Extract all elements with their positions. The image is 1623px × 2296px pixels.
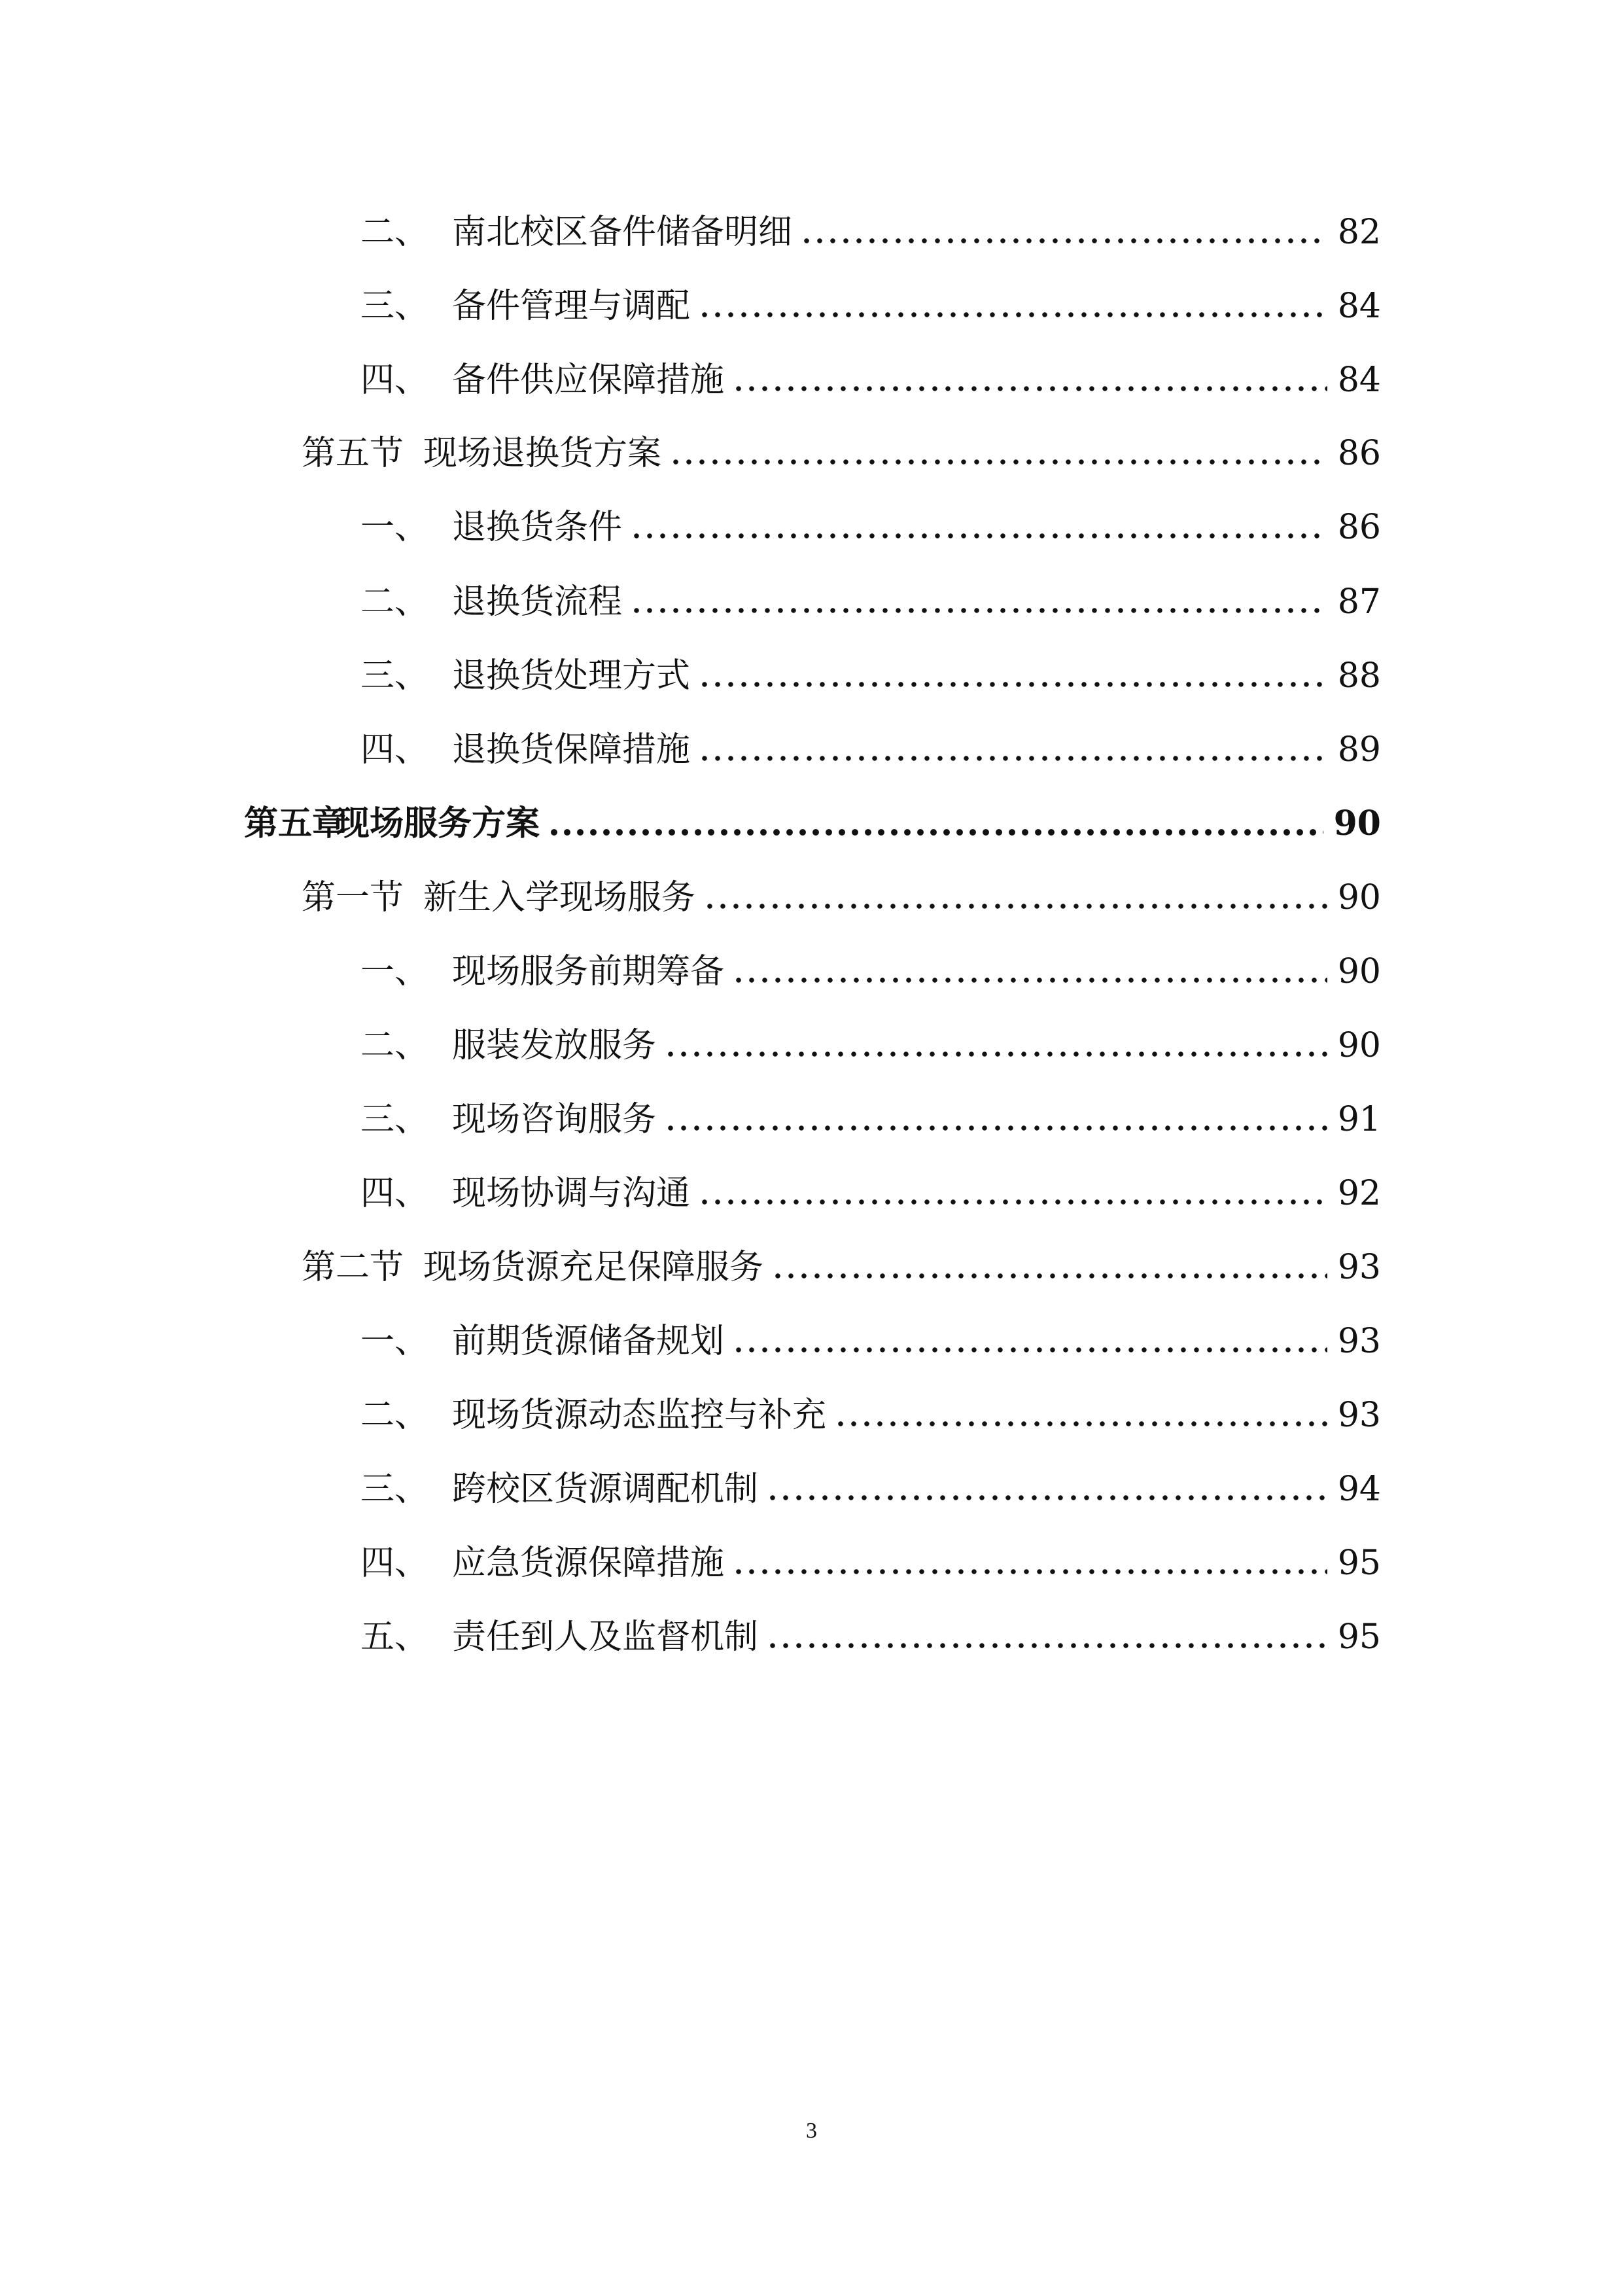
toc-entry-number: 第五节: [302, 434, 404, 473]
toc-entry-title: 退换货保障措施: [452, 730, 691, 769]
toc-entry-title: 退换货条件: [452, 508, 623, 547]
toc-entry-page: 91: [1337, 1100, 1381, 1139]
toc-entry-title: 退换货流程: [452, 582, 623, 622]
toc-entry-number: 二、: [360, 1396, 429, 1435]
toc-entry-number: 四、: [360, 361, 429, 400]
toc-dot-leader: [732, 1346, 1327, 1354]
toc-entry[interactable]: [360, 191, 1381, 254]
toc-entry[interactable]: [302, 857, 1381, 919]
toc-entry-number: 二、: [360, 582, 429, 622]
toc-entry-number: 五、: [360, 1617, 429, 1657]
toc-dot-leader: [703, 902, 1327, 910]
toc-entry-page: 93: [1337, 1248, 1381, 1287]
toc-entry[interactable]: [360, 1300, 1381, 1363]
toc-entry-title: 前期货源储备规划: [452, 1322, 725, 1361]
toc-dot-leader: [698, 311, 1327, 319]
toc-entry-number: 三、: [360, 287, 429, 326]
toc-entry-title: 现场退换货方案: [423, 434, 662, 473]
toc-entry-page: 82: [1337, 213, 1381, 252]
toc-dot-leader: [766, 1494, 1327, 1502]
toc-entry-page: 93: [1337, 1396, 1381, 1435]
toc-entry-number: 四、: [360, 1544, 429, 1583]
toc-entry-title: 现场服务前期筹备: [452, 952, 725, 991]
toc-dot-leader: [771, 1272, 1327, 1280]
toc-entry[interactable]: [360, 561, 1381, 624]
toc-entry[interactable]: [360, 1078, 1381, 1141]
toc-entry[interactable]: [360, 1522, 1381, 1585]
toc-entry[interactable]: [360, 486, 1381, 549]
page-number: 3: [806, 2119, 817, 2143]
toc-entry[interactable]: [360, 709, 1381, 771]
toc-entry-number: 一、: [360, 508, 429, 547]
toc-entry-title: 现场货源充足保障服务: [423, 1248, 764, 1287]
toc-entry-title: 退换货处理方式: [452, 656, 691, 696]
toc-entry-number: 第五章: [244, 804, 347, 843]
toc-entry-page: 95: [1337, 1617, 1381, 1657]
toc-entry-title: 备件供应保障措施: [452, 361, 725, 400]
toc-entry-page: 90: [1337, 878, 1381, 917]
toc-dot-leader: [698, 680, 1327, 688]
toc-entry[interactable]: [302, 412, 1381, 475]
toc-entry-title: 现场货源动态监控与补充: [452, 1396, 827, 1435]
toc-entry-number: 第二节: [302, 1248, 404, 1287]
toc-entry-title: 跨校区货源调配机制: [452, 1470, 759, 1509]
toc-entry-page: 88: [1337, 656, 1381, 696]
toc-entry-title: 现场咨询服务: [452, 1100, 657, 1139]
toc-entry-title: 责任到人及监督机制: [452, 1617, 759, 1657]
toc-entry-number: 三、: [360, 1100, 429, 1139]
toc-dot-leader: [800, 237, 1327, 245]
toc-entry[interactable]: [360, 1374, 1381, 1437]
toc-dot-leader: [630, 607, 1327, 614]
toc-entry-page: 90: [1337, 952, 1381, 991]
toc-entry[interactable]: [360, 265, 1381, 328]
toc-entry-title: 南北校区备件储备明细: [452, 213, 793, 252]
toc-entry-number: 一、: [360, 952, 429, 991]
toc-entry-number: 四、: [360, 1174, 429, 1213]
toc-entry-number: 第一节: [302, 878, 404, 917]
toc-entry-page: 87: [1337, 582, 1381, 622]
toc-entry-page: 92: [1337, 1174, 1381, 1213]
toc-entry-page: 93: [1337, 1322, 1381, 1361]
toc-entry-page: 89: [1337, 730, 1381, 769]
toc-dot-leader: [698, 1198, 1327, 1206]
toc-dot-leader: [630, 532, 1327, 540]
toc-entry[interactable]: [302, 1226, 1381, 1289]
toc-entry-number: 二、: [360, 213, 429, 252]
toc-entry-number: 三、: [360, 656, 429, 696]
toc-dot-leader: [698, 754, 1327, 762]
toc-entry-page: 95: [1337, 1544, 1381, 1583]
toc-dot-leader: [834, 1420, 1327, 1428]
toc-dot-leader: [664, 1050, 1327, 1058]
toc-entry-page: 84: [1337, 361, 1381, 400]
toc-entry[interactable]: [360, 1004, 1381, 1067]
toc-entry-number: 一、: [360, 1322, 429, 1361]
toc-dot-leader: [732, 976, 1327, 984]
toc-entry[interactable]: [360, 1152, 1381, 1215]
toc-entry-title: 新生入学现场服务: [423, 878, 696, 917]
toc-entry-page: 90: [1333, 804, 1381, 843]
toc-dot-leader: [548, 828, 1323, 836]
toc-entry[interactable]: [360, 1596, 1381, 1659]
toc-entry[interactable]: [360, 339, 1381, 402]
toc-dot-leader: [669, 458, 1327, 466]
toc-entry-page: 90: [1337, 1026, 1381, 1065]
toc-entry-number: 三、: [360, 1470, 429, 1509]
toc-entry-title: 服装发放服务: [452, 1026, 657, 1065]
toc-entry-page: 86: [1337, 508, 1381, 547]
toc-entry-title: 备件管理与调配: [452, 287, 691, 326]
toc-entry-number: 四、: [360, 730, 429, 769]
toc-entry-page: 94: [1337, 1470, 1381, 1509]
toc-entry-number: 二、: [360, 1026, 429, 1065]
toc-dot-leader: [732, 385, 1327, 393]
toc-entry-title: 现场协调与沟通: [452, 1174, 691, 1213]
toc-entry[interactable]: [360, 635, 1381, 698]
toc-entry-title: 应急货源保障措施: [452, 1544, 725, 1583]
toc-entry-title: 现场服务方案: [336, 804, 540, 843]
toc-entry[interactable]: [360, 1448, 1381, 1511]
toc-dot-leader: [732, 1568, 1327, 1576]
toc-dot-leader: [664, 1124, 1327, 1132]
toc-chapter-entry[interactable]: [244, 783, 1381, 845]
toc-dot-leader: [766, 1642, 1327, 1650]
toc-entry[interactable]: [360, 930, 1381, 993]
toc-entry-page: 84: [1337, 287, 1381, 326]
toc-entry-page: 86: [1337, 434, 1381, 473]
